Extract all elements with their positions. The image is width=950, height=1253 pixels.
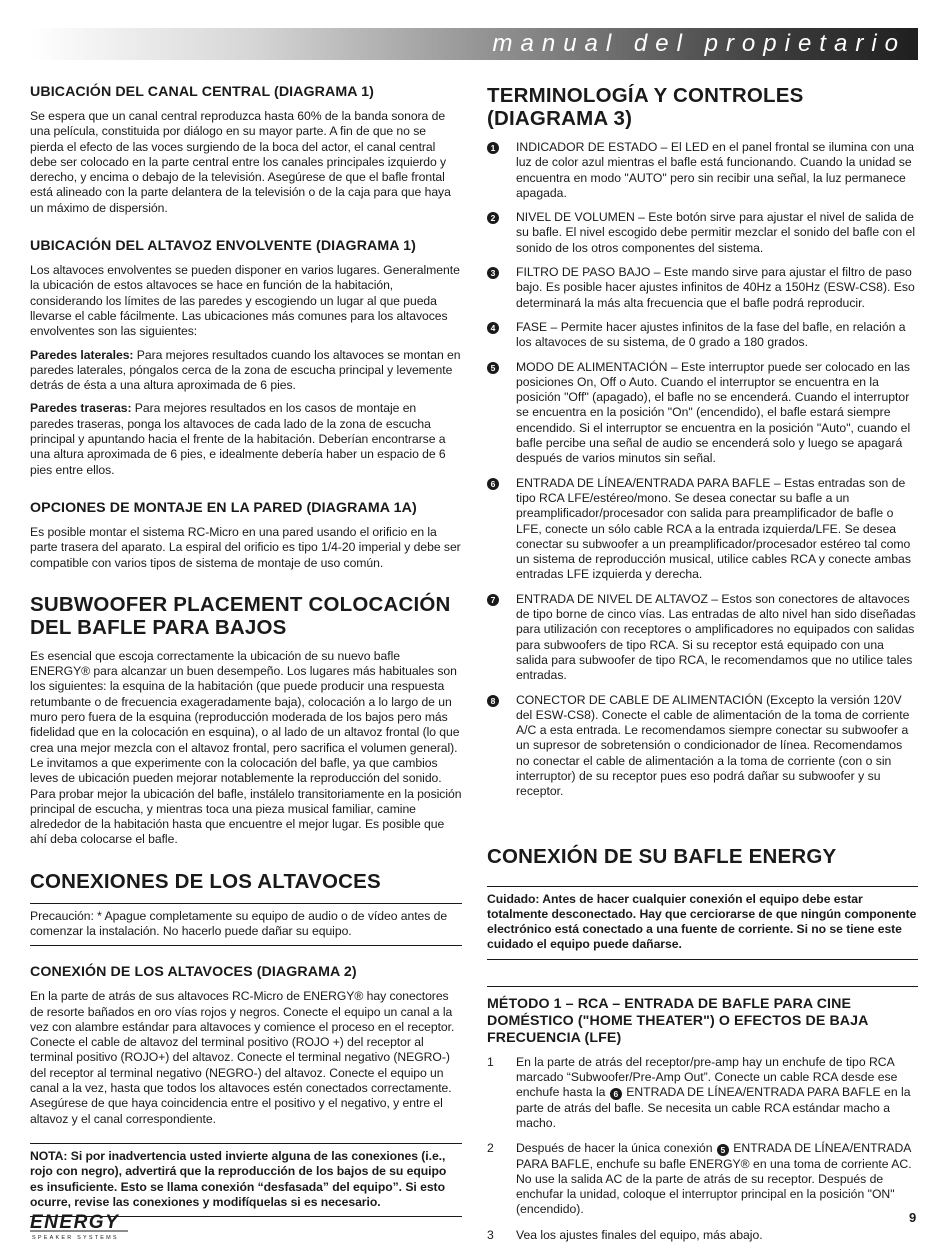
list-item bbox=[487, 265, 918, 311]
number-badge-icon: 2 bbox=[487, 212, 499, 224]
note-box bbox=[30, 1143, 462, 1217]
speaker-connections-heading: CONEXIONES DE LOS ALTAVOCES bbox=[30, 869, 381, 893]
list-item-text: FILTRO DE PASO BAJO – Este mando sirve para ajustar el filtro de paso bajo. Es posible hacer ajustes infinitos de 40Hz a 150Hz (ESW-CS8). Eso determinará la más alta frecuencia que el bafle podrá reproducir. bbox=[516, 265, 915, 310]
step-number: 1 bbox=[487, 1054, 494, 1069]
terminology-heading-line2: (DIAGRAMA 3) bbox=[487, 107, 633, 130]
rear-walls-label: Paredes traseras: bbox=[30, 401, 132, 416]
step-text: Vea los ajustes finales del equipo, más abajo. bbox=[516, 1227, 763, 1242]
side-walls-paragraph bbox=[30, 348, 462, 394]
caution-text: Precaución: * Apague completamente su equipo de audio o de vídeo antes de comenzar la instalación. No hacerlo puede dañar su equipo. bbox=[30, 908, 448, 938]
number-badge-icon: 7 bbox=[487, 594, 499, 606]
method-heading-line3: FRECUENCIA (LFE) bbox=[487, 1029, 622, 1046]
number-badge-icon: 5 bbox=[717, 1144, 729, 1156]
number-badge-icon: 4 bbox=[487, 322, 499, 334]
caution-box bbox=[30, 903, 462, 947]
center-channel-text: Se espera que un canal central reproduzca hasta 60% de la banda sonora de una película, constituida por diálogo en su mayor parte. A fin de que no se pierda el efecto de las voces surgiendo de la boca del actor, el canal central debe ser colocado en la parte central entre los canales principales izquierdo y derecho, y encima o debajo de la televisión. Asegúrese de que el bafle frontal está alineado con la parte delantera de la televisión o de la caja para que haya un máximo de dispersión. bbox=[30, 109, 451, 215]
logo-word: ENERGY bbox=[30, 1212, 120, 1233]
center-channel-heading: UBICACIÓN DEL CANAL CENTRAL (DIAGRAMA 1) bbox=[30, 84, 374, 100]
list-item-text: FASE – Permite hacer ajustes infinitos de la fase del bafle, en relación a los altavoces de su sistema, de 0 grado a 180 grados. bbox=[516, 319, 906, 350]
list-item bbox=[487, 592, 918, 684]
list-item-text: MODO DE ALIMENTACIÓN – Este interruptor puede ser colocado en las posiciones On, Off o Auto. Cuando el interruptor se encuentra en la posición "Off" (apagado), el bafle no se encenderá. Cuando el interruptor se encuentra en la posición "On" (encendido), el bafle estará siempre encendido. Si el interruptor se encuentra en la posición "Auto", cuando el bafle percibe una señal de audio se encenderá solo y luego se apagará después de varios minutos sin señal. bbox=[516, 359, 911, 466]
list-item-text: ENTRADA DE NIVEL DE ALTAVOZ – Estos son conectores de altavoces de tipo borne de cinco vías. Las entradas de alto nivel han sido diseñadas para utilización con receptores o amplificadores no equipados con salidas para subwoofers de tipo RCA. Si su receptor está equipado con una salida para subwoofer de tipo RCA, le recomendamos que no utilice tales entradas. bbox=[516, 591, 916, 683]
list-item bbox=[487, 1055, 918, 1131]
list-item bbox=[487, 1141, 918, 1217]
right-column bbox=[487, 84, 918, 1253]
number-badge-icon: 6 bbox=[487, 478, 499, 490]
page-number: 9 bbox=[909, 1210, 917, 1225]
subwoofer-heading-line1: SUBWOOFER PLACEMENT COLOCACIÓN bbox=[30, 592, 451, 616]
number-badge-icon: 5 bbox=[487, 362, 499, 374]
subwoofer-placement-text: Es esencial que escoja correctamente la ubicación de su nuevo bafle ENERGY® para alcanzar un buen desempeño. Los lugares más habituales son los siguientes: la esquina de la habitación (que puede producir una respuesta retumbante o de frecuencia exageradamente baja), colocación a lo largo de un muro pero fuera de la esquina (reproducción moderada de los bajos pero más fidelidad que en la colocación en esquina), o al lado de un altavoz frontal (lo que crea una mejor mezcla con el altavoz frontal, pero sacrifica el volumen general). Le invitamos a que experimente con la colocación del bafle, ya que cambios leves de ubicación pueden mejorar notablemente la reproducción del sonido. Para probar mejor la ubicación del bafle, instálelo transitoriamente en la posición principal de escucha, y mientras toca una pieza musical familiar, camine alrededor de la habitación hasta que encuentre el mejor lugar. Es posible que ahí deba colocarse el bafle. bbox=[30, 648, 462, 847]
number-badge-icon: 6 bbox=[610, 1088, 622, 1100]
energy-logo-icon bbox=[30, 1211, 130, 1241]
method-heading bbox=[487, 996, 918, 1047]
wall-mount-heading: OPCIONES DE MONTAJE EN LA PARED (DIAGRAMA 1A) bbox=[30, 499, 417, 516]
side-walls-text: Para mejores resultados cuando los altavoces se montan en paredes laterales, póngalos cerca de la zona de escucha principal y levemente detrás de ésta a una altura aproximada de 6 pies. bbox=[30, 347, 461, 393]
logo-subtitle: SPEAKER SYSTEMS bbox=[32, 1235, 119, 1241]
list-item-text: NIVEL DE VOLUMEN – Este botón sirve para ajustar el nivel de salida de su bafle. El nivel escogido debe permitir mezclar el sonido del bafle con el sonido de los otros componentes del sistema. bbox=[516, 210, 916, 255]
list-item bbox=[487, 476, 918, 583]
terminology-heading-line1: TERMINOLOGÍA Y CONTROLES bbox=[487, 84, 804, 107]
terminology-list bbox=[487, 140, 918, 800]
caution-box-right bbox=[487, 886, 918, 960]
step-number: 3 bbox=[487, 1227, 494, 1242]
list-item-text: ENTRADA DE LÍNEA/ENTRADA PARA BAFLE – Estas entradas son de tipo RCA LFE/estéreo/mono. Se desea conectar su bafle a un preamplificador/procesador con salida para preamplificador de bafle o LFE, conecte un sólo cable RCA a la entrada izquierda/LFE. Se desea conectar su subwoofer a un preamplificador/procesador estéreo tal como un sistema de reproducción musical, utilice cables RCA y conecte ambas entradas LFE izquierda y derecha. bbox=[516, 475, 911, 582]
speaker-connection-heading: CONEXIÓN DE LOS ALTAVOCES (DIAGRAMA 2) bbox=[30, 964, 357, 981]
manual-title: manual del propietario bbox=[492, 30, 906, 57]
step-text: En la parte de atrás del receptor/pre-amp hay un enchufe de tipo RCA marcado “Subwoofer/Pre-Amp Out”. Conecte un cable RCA desde ese enchufe hasta la bbox=[516, 1054, 898, 1100]
list-item bbox=[487, 1228, 918, 1243]
speaker-connection-text: En la parte de atrás de sus altavoces RC-Micro de ENERGY® hay conectores de resorte bañados en oro vías rojos y negros. Conecte el equipo un canal a la vez con alambre estándar para altavoces y comience el proceso en el receptor. Conecte el cable de altavoz del terminal positivo (ROJO +) del receptor al terminal positivo (ROJO+) del altavoz. Conecte el terminal negativo (NEGRO-) del receptor al terminal negativo (NEGRO-) del altavoz. Conecte el equipo un canal a la vez, hasta que todos los altavoces estén conectados correctamente. Asegúrese de que haya coincidencia entre el positivo y el negativo, y entre el altavoz y el canal correspondiente. bbox=[30, 989, 455, 1126]
wall-mount-text: Es posible montar el sistema RC-Micro en una pared usando el orificio en la parte trasera del aparato. La espiral del orificio es tipo 1/4-20 imperial y debe ser compatible con varios tipos de sistema de montaje de uso común. bbox=[30, 524, 461, 570]
terminology-heading bbox=[487, 84, 918, 130]
header-banner bbox=[30, 28, 918, 60]
surround-heading: UBICACIÓN DEL ALTAVOZ ENVOLVENTE (DIAGRAMA 1) bbox=[30, 238, 416, 255]
step-number: 2 bbox=[487, 1141, 494, 1156]
number-badge-icon: 3 bbox=[487, 267, 499, 279]
note-text: NOTA: Si por inadvertencia usted invierte alguna de las conexiones (i.e., rojo con negro), advertirá que la reproducción de los bajos de su equipo es insuficiente. Esto se llama conexión “desfasada” del equipo”. Si esto ocurre, revise las conexiones y modifíquelas si es necesario. bbox=[30, 1148, 447, 1209]
step-text: ENTRADA DE LÍNEA/ENTRADA PARA BAFLE, enchufe su bafle ENERGY® en una toma de corriente AC. No use la salida AC de la parte de atrás de su receptor. Después de enchufar la unidad, coloque el interruptor principal en la posición "ON" (encendido). bbox=[516, 1141, 912, 1217]
left-column bbox=[30, 84, 462, 1227]
number-badge-icon: 1 bbox=[487, 142, 499, 154]
list-item-text: CONECTOR DE CABLE DE ALIMENTACIÓN (Excepto la versión 120V del ESW-CS8). Conecte el cable de alimentación de la toma de corriente A/C a esta entrada. Le recomendamos siempre conectar su subwoofer a un supresor de sobretensión o condicionador de línea. Recomendamos no conectar el cable de alimentación a la toma de corriente (con o sin interruptor) de su receptor pues eso podrá dañar su subwoofer y su receptor. bbox=[516, 692, 910, 799]
list-item bbox=[487, 210, 918, 256]
list-item bbox=[487, 360, 918, 467]
surround-text: Los altavoces envolventes se pueden disponer en varios lugares. Generalmente la ubicación de estos altavoces se hace en función de la habitación, considerando los límites de las paredes y escogiendo un lugar al que pueda llevarse el cable fácilmente. Las ubicaciones más comunes para los altavoces envolventes son las siguientes: bbox=[30, 263, 460, 339]
number-badge-icon: 8 bbox=[487, 695, 499, 707]
list-item bbox=[487, 140, 918, 201]
subwoofer-connection-heading: CONEXIÓN DE SU BAFLE ENERGY bbox=[487, 844, 837, 868]
caution-right-text: Cuidado: Antes de hacer cualquier conexión el equipo debe estar totalmente desconectado. Hay que cerciorarse de que ningún componente electrónico está conectado a una fuente de corriente. Si no se tiene este cuidado el equipo puede dañarse. bbox=[487, 891, 917, 952]
step-text: ENTRADA DE LÍNEA/ENTRADA PARA BAFLE en la parte de atrás del bafle. Se necesita un cable RCA estándar macho a macho. bbox=[516, 1085, 911, 1130]
step-text: Después de hacer la única conexión bbox=[516, 1141, 716, 1156]
list-item bbox=[487, 320, 918, 351]
subwoofer-heading-line2: DEL BAFLE PARA BAJOS bbox=[30, 615, 287, 639]
method-heading-line1: MÉTODO 1 – RCA – ENTRADA DE BAFLE PARA CINE bbox=[487, 995, 852, 1012]
method-heading-line2: DOMÉSTICO ("HOME THEATER") O EFECTOS DE BAJA bbox=[487, 1012, 869, 1029]
rear-walls-text: Para mejores resultados en los casos de montaje en paredes traseras, ponga los altavoces de cada lado de la zona de escucha principal y apuntando hacia el frente de la habitación. Deberían encontrarse a una altura aproximada de 6 pies, e idealmente debería haber un espacio de 6 pies entre ellos. bbox=[30, 401, 446, 477]
rear-walls-paragraph bbox=[30, 401, 462, 477]
side-walls-label: Paredes laterales: bbox=[30, 347, 134, 362]
energy-logo bbox=[30, 1211, 130, 1241]
subwoofer-placement-heading bbox=[30, 593, 462, 639]
list-item bbox=[487, 693, 918, 800]
list-item-text: INDICADOR DE ESTADO – El LED en el panel frontal se ilumina con una luz de color azul mientras el bafle está funcionando. Cuando la unidad se encuentra en modo "AUTO" pero sin recibir una señal, la luz permanece apagada. bbox=[516, 140, 915, 200]
